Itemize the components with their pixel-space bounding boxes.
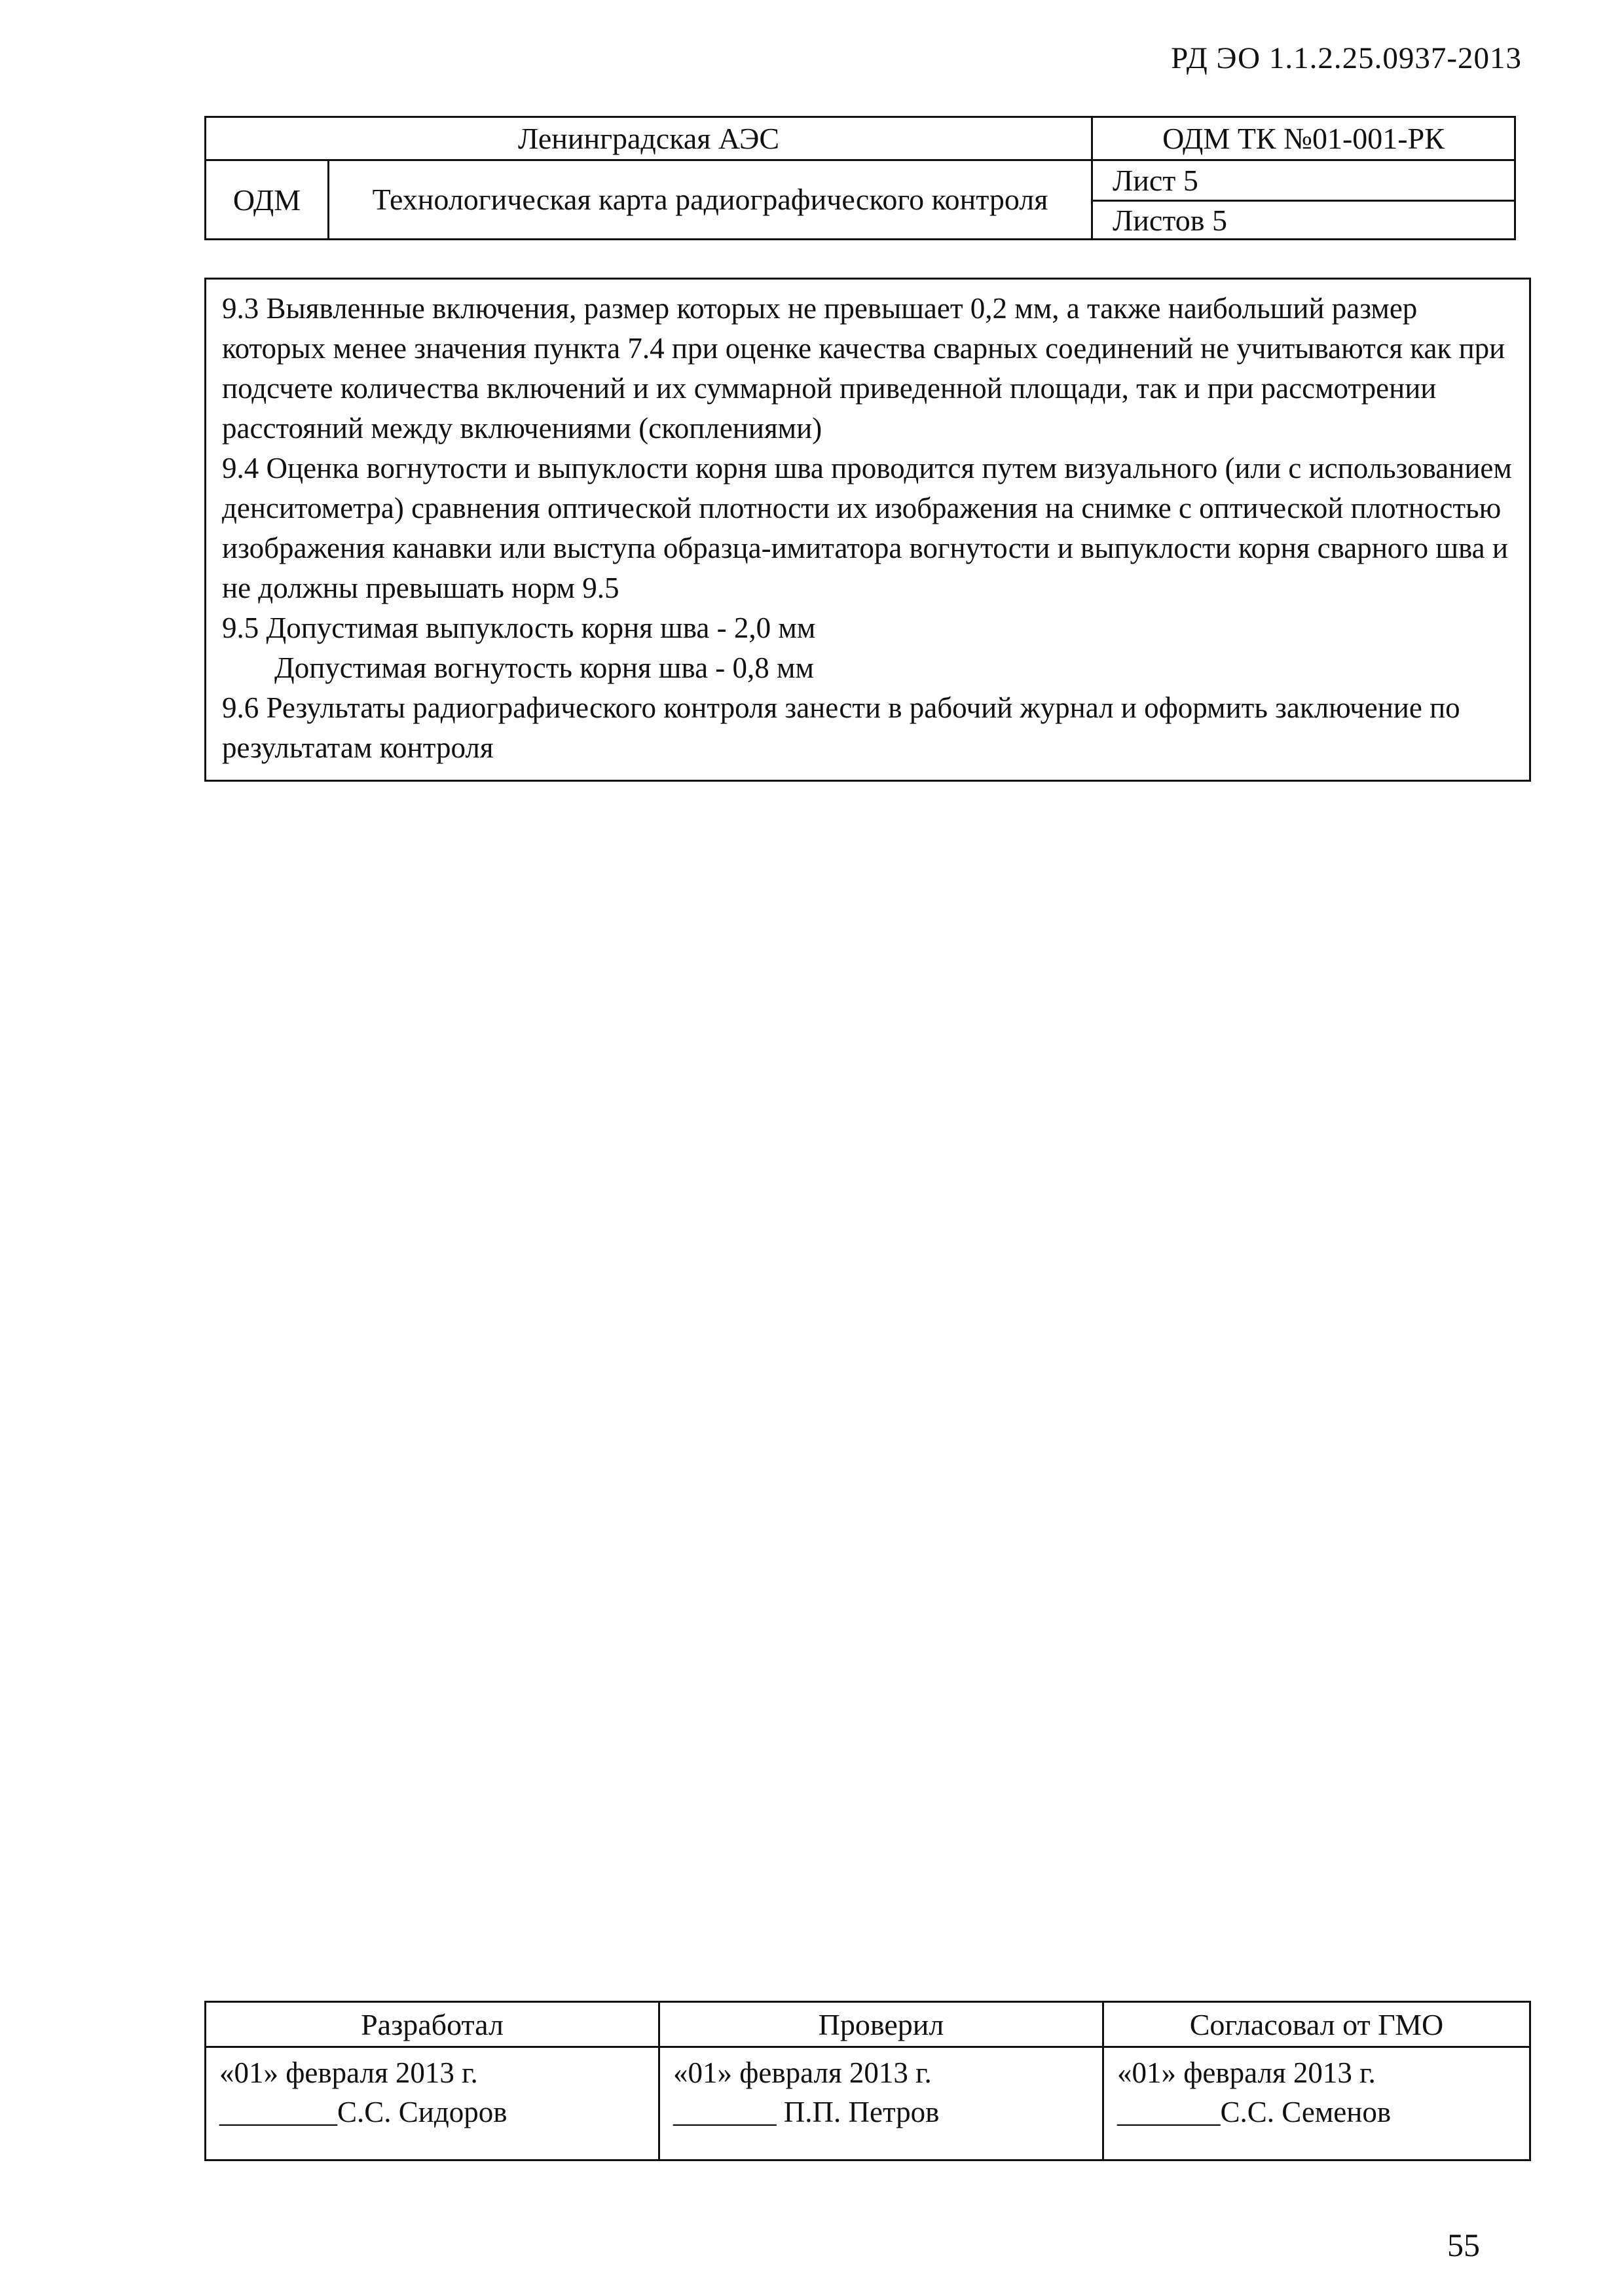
document-title: Технологическая карта радиографического контроля: [329, 161, 1093, 238]
odm-label: ОДМ: [206, 161, 329, 238]
signature-date: «01» февраля 2013 г.: [219, 2056, 478, 2089]
paragraph-9-6: 9.6 Результаты радиографического контроля занести в рабочий журнал и оформить заключение по результатам контроля: [222, 691, 1460, 764]
signature-table: [204, 2001, 1531, 2161]
document-number: ОДМ ТК №01-001-РК: [1093, 118, 1514, 161]
signature-head: Разработал: [206, 2003, 658, 2048]
signature-checked: [658, 2003, 1102, 2159]
signature-head: Проверил: [660, 2003, 1102, 2048]
signature-date: «01» февраля 2013 г.: [673, 2056, 932, 2089]
sheet-number: Лист 5: [1093, 161, 1514, 202]
paragraph-9-4: 9.4 Оценка вогнутости и выпуклости корня шва проводится путем визуального (или с использованием денситометра) сравнения оптической плотности их изображения на снимке с оптической плотностью изображения канавки или выступа образца-имитатора вогнутости и выпуклости корня сварного шва и не должны превышать норм 9.5: [222, 452, 1512, 604]
paragraph-9-3: 9.3 Выявленные включения, размер которых не превышает 0,2 мм, а также наибольший размер которых менее значения пункта 7.4 при оценке качества сварных соединений не учитываются как при подсчете количества включений и их суммарной приведенной площади, так и при рассмотрении расстояний между включениями (скоплениями): [222, 292, 1505, 445]
signature-approved: [1102, 2003, 1529, 2159]
signature-head: Согласовал от ГМО: [1104, 2003, 1529, 2048]
signature-developed: [206, 2003, 658, 2159]
document-code: РД ЭО 1.1.2.25.0937-2013: [1171, 41, 1522, 75]
header-table: [204, 116, 1516, 240]
signature-date: «01» февраля 2013 г.: [1117, 2056, 1376, 2089]
signature-name: ________С.С. Сидоров: [219, 2096, 507, 2128]
signature-name: _______ П.П. Петров: [673, 2096, 940, 2128]
station-name: Ленинградская АЭС: [206, 118, 1093, 161]
signature-name: _______С.С. Семенов: [1117, 2096, 1392, 2128]
content-box: [204, 278, 1531, 782]
sheet-count: Листов 5: [1113, 203, 1227, 237]
page-number: 55: [1447, 2227, 1480, 2263]
paragraph-9-5-concavity: Допустимая вогнутость корня шва - 0,8 мм: [274, 651, 814, 684]
paragraph-9-5: 9.5 Допустимая выпуклость корня шва - 2,0 мм: [222, 611, 816, 644]
